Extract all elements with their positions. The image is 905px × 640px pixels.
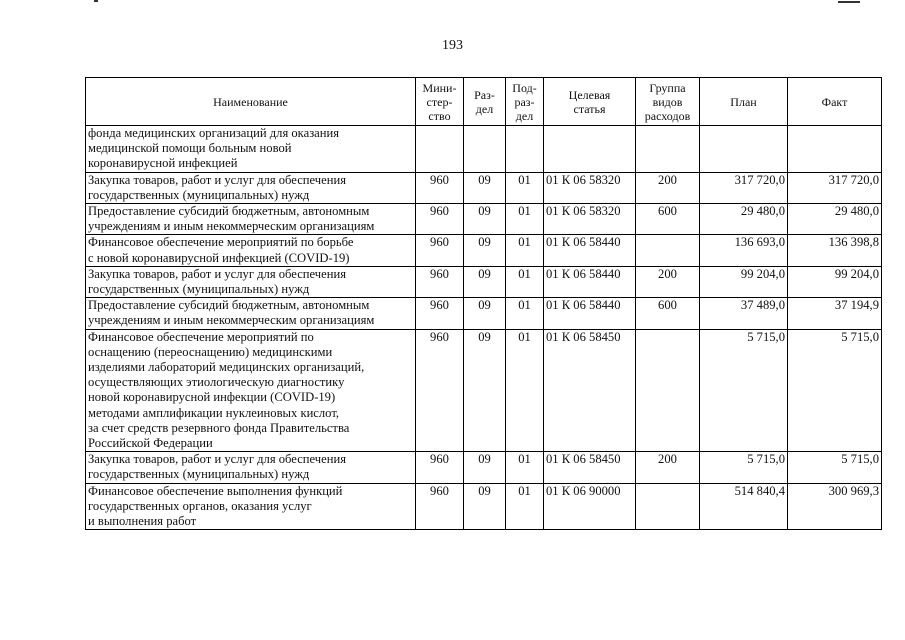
header-plan: План (700, 78, 788, 126)
row-fact: 136 398,8 (788, 235, 882, 266)
row-ministry: 960 (416, 329, 464, 452)
row-plan: 317 720,0 (700, 172, 788, 203)
row-plan: 5 715,0 (700, 452, 788, 483)
header-target: Целевая статья (544, 78, 636, 126)
row-group: 200 (636, 172, 700, 203)
row-name: Закупка товаров, работ и услуг для обеспечения государственных (муниципальных) нужд (86, 172, 416, 203)
row-fact: 37 194,9 (788, 298, 882, 329)
row-target: 01 К 06 58440 (544, 235, 636, 266)
row-subsection: 01 (506, 204, 544, 235)
row-section: 09 (464, 204, 506, 235)
header-subsection: Под- раз- дел (506, 78, 544, 126)
row-fact: 300 969,3 (788, 483, 882, 530)
row-group (636, 329, 700, 452)
row-name: фонда медицинских организаций для оказания медицинской помощи больным новой коронавирусной инфекцией (86, 126, 416, 173)
row-subsection: 01 (506, 483, 544, 530)
table-row (86, 204, 882, 235)
header-ministry: Мини- стер- ство (416, 78, 464, 126)
table-row (86, 329, 882, 452)
table-row (86, 483, 882, 530)
table-row (86, 126, 882, 173)
row-target: 01 К 06 58450 (544, 452, 636, 483)
row-fact (788, 126, 882, 173)
header-group: Группа видов расходов (636, 78, 700, 126)
row-ministry (416, 126, 464, 173)
row-subsection: 01 (506, 266, 544, 297)
row-name: Закупка товаров, работ и услуг для обеспечения государственных (муниципальных) нужд (86, 266, 416, 297)
budget-table (85, 77, 882, 530)
row-fact: 5 715,0 (788, 329, 882, 452)
row-section: 09 (464, 483, 506, 530)
row-group: 600 (636, 204, 700, 235)
row-name: Предоставление субсидий бюджетным, автономным учреждениям и иным некоммерческим организациям (86, 298, 416, 329)
row-fact: 5 715,0 (788, 452, 882, 483)
row-target: 01 К 06 58450 (544, 329, 636, 452)
row-target: 01 К 06 58440 (544, 298, 636, 329)
table-row (86, 266, 882, 297)
row-plan: 5 715,0 (700, 329, 788, 452)
table-row (86, 235, 882, 266)
row-plan: 29 480,0 (700, 204, 788, 235)
row-ministry: 960 (416, 172, 464, 203)
row-name: Финансовое обеспечение мероприятий по оснащению (переоснащению) медицинскими изделиями лабораторий медицинских организаций, осуществляющих этиологическую диагностику новой коронавирусной инфекции (COVID-19) методами амплификации нуклеиновых кислот, за счет средств резервного фонда Правительства Российской Федерации (86, 329, 416, 452)
row-target (544, 126, 636, 173)
row-name: Финансовое обеспечение мероприятий по борьбе с новой коронавирусной инфекцией (COVID-19) (86, 235, 416, 266)
row-section: 09 (464, 172, 506, 203)
row-plan: 99 204,0 (700, 266, 788, 297)
row-name: Закупка товаров, работ и услуг для обеспечения государственных (муниципальных) нужд (86, 452, 416, 483)
table-row (86, 452, 882, 483)
row-section: 09 (464, 329, 506, 452)
header-name: Наименование (86, 78, 416, 126)
header-fact: Факт (788, 78, 882, 126)
row-group (636, 126, 700, 173)
row-ministry: 960 (416, 235, 464, 266)
row-section (464, 126, 506, 173)
row-fact: 29 480,0 (788, 204, 882, 235)
row-section: 09 (464, 266, 506, 297)
row-plan: 514 840,4 (700, 483, 788, 530)
row-target: 01 К 06 58320 (544, 172, 636, 203)
table-row (86, 172, 882, 203)
row-name: Финансовое обеспечение выполнения функций государственных органов, оказания услуг и выполнения работ (86, 483, 416, 530)
row-fact: 317 720,0 (788, 172, 882, 203)
row-subsection: 01 (506, 172, 544, 203)
row-name: Предоставление субсидий бюджетным, автономным учреждениям и иным некоммерческим организациям (86, 204, 416, 235)
row-group: 200 (636, 266, 700, 297)
row-ministry: 960 (416, 204, 464, 235)
row-section: 09 (464, 452, 506, 483)
row-subsection (506, 126, 544, 173)
row-group (636, 483, 700, 530)
scan-artifact-left (94, 0, 98, 2)
row-plan: 136 693,0 (700, 235, 788, 266)
row-group: 600 (636, 298, 700, 329)
row-subsection: 01 (506, 329, 544, 452)
row-group: 200 (636, 452, 700, 483)
row-plan (700, 126, 788, 173)
table-header-row (86, 78, 882, 126)
row-section: 09 (464, 235, 506, 266)
row-subsection: 01 (506, 298, 544, 329)
table-row (86, 298, 882, 329)
row-target: 01 К 06 90000 (544, 483, 636, 530)
row-ministry: 960 (416, 483, 464, 530)
row-target: 01 К 06 58320 (544, 204, 636, 235)
row-subsection: 01 (506, 452, 544, 483)
row-subsection: 01 (506, 235, 544, 266)
row-ministry: 960 (416, 298, 464, 329)
row-target: 01 К 06 58440 (544, 266, 636, 297)
row-section: 09 (464, 298, 506, 329)
row-fact: 99 204,0 (788, 266, 882, 297)
row-plan: 37 489,0 (700, 298, 788, 329)
row-ministry: 960 (416, 452, 464, 483)
row-ministry: 960 (416, 266, 464, 297)
header-section: Раз- дел (464, 78, 506, 126)
page-number: 193 (442, 38, 463, 53)
row-group (636, 235, 700, 266)
scan-artifact-right (838, 0, 860, 3)
